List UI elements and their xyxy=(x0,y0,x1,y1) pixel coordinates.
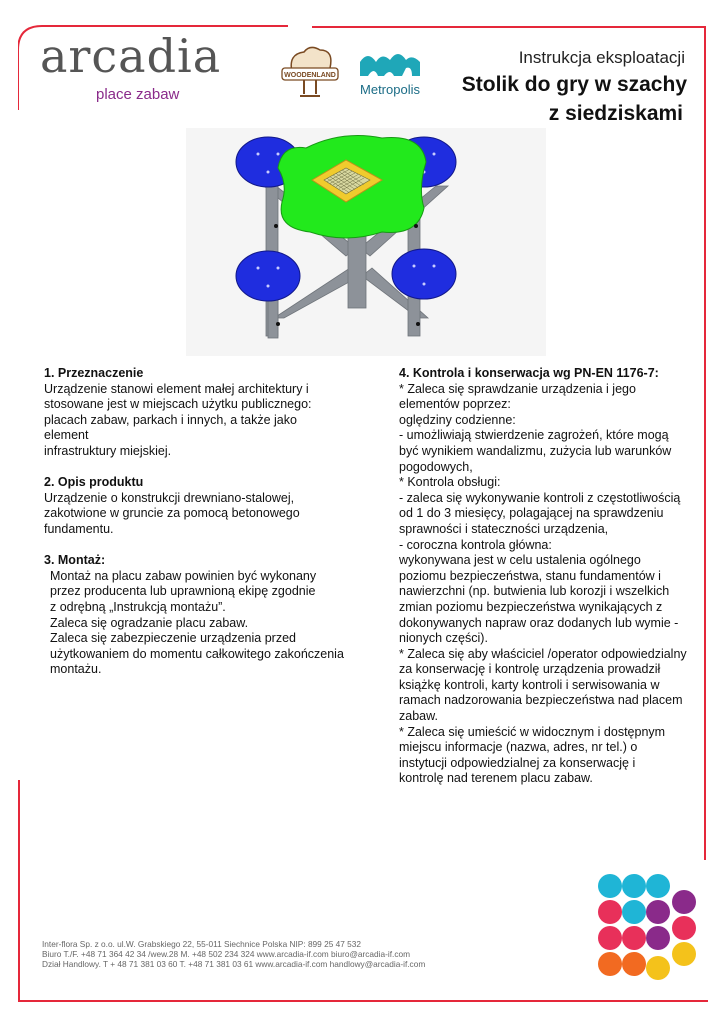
section-heading: 4. Kontrola i konserwacja wg PN-EN 1176-7: xyxy=(399,366,659,380)
text-line: ramach nadzorowania bezpieczeństwa nad placem xyxy=(399,693,683,708)
text-line: sprawności i stateczności urządzenia, xyxy=(399,521,609,536)
text-line: * Zaleca się sprawdzanie urządzenia i jego xyxy=(399,381,636,396)
metropolis-logo xyxy=(350,46,428,106)
text-line: - coroczna kontrola główna: xyxy=(399,537,552,552)
frame-line-top xyxy=(312,26,706,28)
text-line: Montaż na placu zabaw powinien być wykonany xyxy=(50,568,317,583)
arcadia-logo xyxy=(40,28,240,108)
woodenland-text: WOODENLAND xyxy=(284,72,336,79)
decorative-dots-pattern xyxy=(590,872,702,984)
left-column xyxy=(44,366,344,678)
text-line: oględziny codzienne: xyxy=(399,412,516,427)
section-heading: 3. Montaż: xyxy=(44,553,106,568)
text-line: Zaleca się ogradzanie placu zabaw. xyxy=(50,615,249,630)
logo-wordmark: arcadia xyxy=(40,29,222,83)
text-line: użytkowaniem do momentu całkowitego zakończenia xyxy=(50,646,344,661)
footer-line: Biuro T./F. +48 71 364 42 34 /wew.28 M. +48 502 234 324 www.arcadia-if.com biuro@arcadia-if.com xyxy=(42,949,411,959)
section-assembly xyxy=(44,553,344,678)
text-line: * Kontrola obsługi: xyxy=(399,475,501,490)
section-purpose xyxy=(44,366,344,460)
section-heading: 1. Przeznaczenie xyxy=(44,366,144,380)
footer-line: Dział Handlowy. T + 48 71 381 03 60 T. +48 71 381 03 61 www.arcadia-if.com handlowy@arcadia-if.com xyxy=(42,959,426,969)
text-line: instytucji odpowiedzialnej za konserwację i xyxy=(399,755,636,770)
section-description xyxy=(44,475,344,537)
text-line: zmian poziomu bezpieczeństwa wynikających z xyxy=(399,599,663,614)
text-line: placach zabaw, parkach i innych, a także jako element xyxy=(44,412,297,443)
frame-line-right xyxy=(704,26,706,860)
text-line: - zaleca się wykonywanie kontroli z częstotliwością xyxy=(399,490,681,505)
woodenland-logo xyxy=(278,44,342,102)
footer-contact xyxy=(42,939,425,969)
text-line: stosowane jest w miejscach użytku publicznego: xyxy=(44,397,312,412)
text-line: miejscu informacje (nazwa, adres, nr tel.) o xyxy=(399,740,638,755)
frame-line-left xyxy=(18,780,20,1002)
text-line: Urządzenie o konstrukcji drewniano-stalowej, xyxy=(44,490,295,505)
text-line: od 1 do 3 miesięcy, polagającej na sprawdzeniu xyxy=(399,506,664,521)
text-line: wykonywana jest w celu ustalenia ogólnego xyxy=(399,553,641,568)
frame-line-bottom xyxy=(18,1000,708,1002)
document-title-line2: z siedziskami xyxy=(548,102,683,125)
text-line: poziomu bezpieczeństwa, stanu fundamentów i xyxy=(399,568,661,583)
text-line: montażu. xyxy=(50,662,102,677)
text-line: * Zaleca się aby właściciel /operator odpowiedzialny xyxy=(399,646,687,661)
text-line: z odrębną „Instrukcją montażu”. xyxy=(50,599,226,614)
text-line: dokonywanych napraw oraz dodanych lub wymie - xyxy=(399,615,679,630)
text-line: Zaleca się zabezpieczenie urządzenia przed xyxy=(50,631,296,646)
chess-table-product-image xyxy=(186,128,546,356)
text-line: infrastruktury miejskiej. xyxy=(44,443,172,458)
right-column xyxy=(399,366,695,787)
text-line: pogodowych, xyxy=(399,459,473,474)
text-line: fundamentu. xyxy=(44,521,114,536)
text-line: nawierzchni (np. butwienia lub korozji i wszelkich xyxy=(399,584,670,599)
logo-tagline: place zabaw xyxy=(96,86,180,103)
text-line: być wynikiem wandalizmu, zużycia lub warunków xyxy=(399,443,672,458)
text-line: książkę kontroli, karty kontroli i serwisowania w xyxy=(399,677,660,692)
text-line: zabaw. xyxy=(399,709,438,724)
document-type: Instrukcja eksploatacji xyxy=(518,48,685,67)
footer-line: Inter-flora Sp. z o.o. ul.W. Grabskiego 22, 55-011 Siechnice Polska NIP: 899 25 47 532 xyxy=(42,939,361,949)
text-line: Urządzenie stanowi element małej architektury i xyxy=(44,381,309,396)
text-line: - umożliwiają stwierdzenie zagrożeń, które mogą xyxy=(399,428,669,443)
text-line: * Zaleca się umieścić w widocznym i dostępnym xyxy=(399,724,666,739)
text-line: kontrolę nad terenem placu zabaw. xyxy=(399,771,593,786)
text-line: zakotwione w gruncie za pomocą betonowego xyxy=(44,506,300,521)
text-line: nionych części). xyxy=(399,631,488,646)
section-heading: 2. Opis produktu xyxy=(44,475,144,490)
text-line: za konserwację i kontrolę urządzenia prowadził xyxy=(399,662,661,677)
text-line: elementów poprzez: xyxy=(399,397,511,412)
metropolis-text: Metropolis xyxy=(360,82,420,97)
document-title-line1: Stolik do gry w szachy xyxy=(461,73,687,96)
text-line: przez producenta lub uprawnioną ekipę zgodnie xyxy=(50,584,316,599)
